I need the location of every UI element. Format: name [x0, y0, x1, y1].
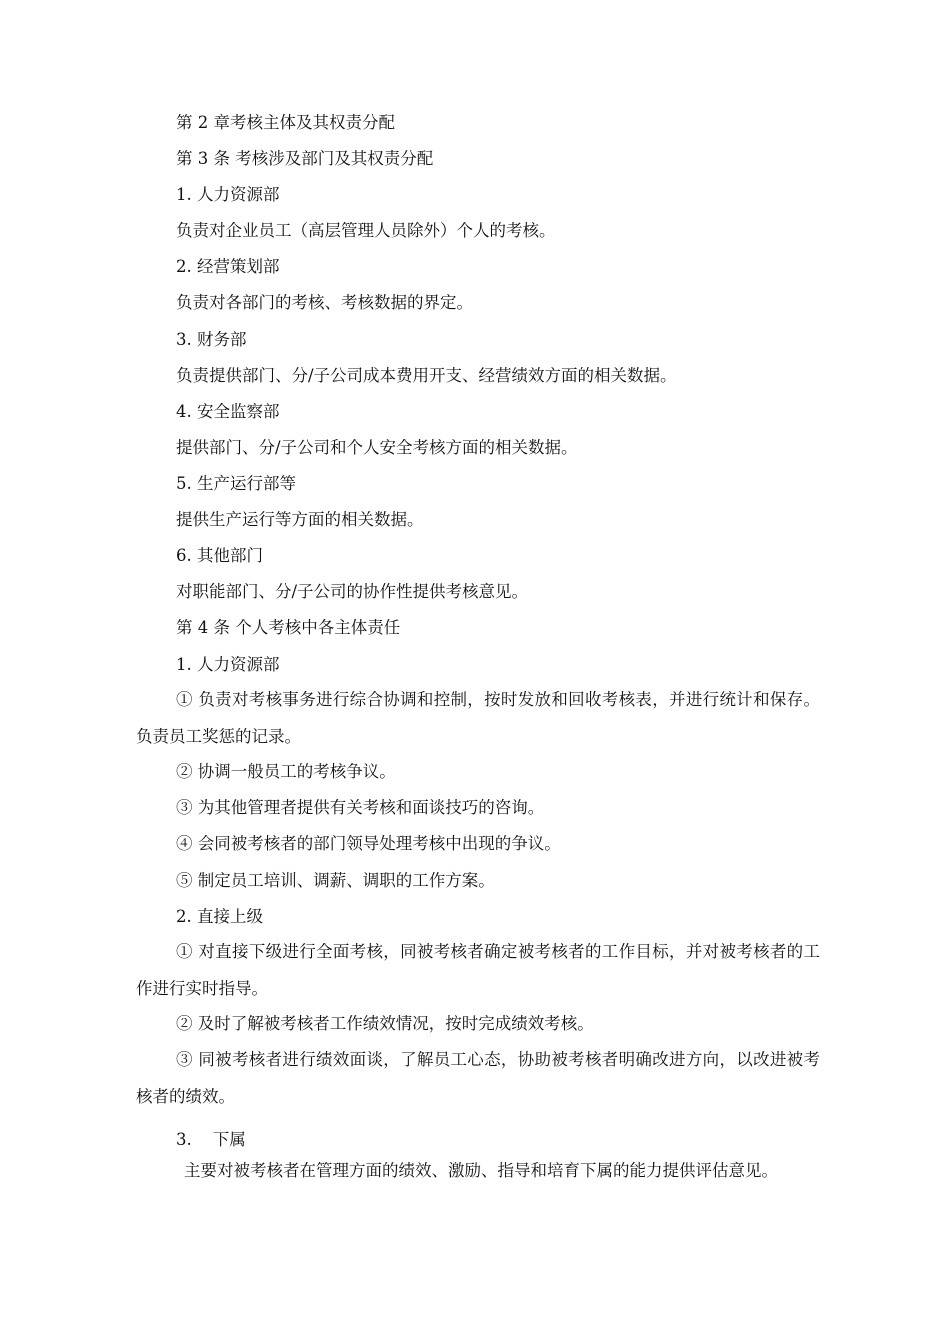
paragraph: ⑤ 制定员工培训、调薪、调职的工作方案。: [176, 871, 495, 890]
article-heading: 第 3 条 考核涉及部门及其权责分配: [176, 149, 434, 168]
paragraph: 对职能部门、分/子公司的协作性提供考核意见。: [176, 582, 529, 601]
paragraph: 提供部门、分/子公司和个人安全考核方面的相关数据。: [176, 438, 578, 457]
paragraph: 负责提供部门、分/子公司成本费用开支、经营绩效方面的相关数据。: [176, 366, 677, 385]
paragraph: 负责对企业员工（高层管理人员除外）个人的考核。: [176, 221, 556, 240]
list-item-heading: 4. 安全监察部: [176, 402, 280, 421]
paragraph: ① 负责对考核事务进行综合协调和控制，按时发放和回收考核表，并进行统计和保存。负责员工奖惩的记录。: [136, 690, 820, 746]
article-heading: 第 4 条 个人考核中各主体责任: [176, 618, 401, 637]
list-item-heading: 5. 生产运行部等: [176, 474, 296, 493]
paragraph: ④ 会同被考核者的部门领导处理考核中出现的争议。: [176, 834, 561, 853]
chapter-heading: 第 2 章考核主体及其权责分配: [176, 113, 395, 132]
paragraph: 负责对各部门的考核、考核数据的界定。: [176, 293, 473, 312]
paragraph: 提供生产运行等方面的相关数据。: [176, 510, 424, 529]
list-item-heading: 6. 其他部门: [176, 546, 263, 565]
paragraph: ① 对直接下级进行全面考核，同被考核者确定被考核者的工作目标，并对被考核者的工作进行实时指导。: [136, 942, 820, 998]
paragraph: 主要对被考核者在管理方面的绩效、激励、指导和培育下属的能力提供评估意见。: [184, 1161, 778, 1180]
paragraph: ② 及时了解被考核者工作绩效情况，按时完成绩效考核。: [176, 1014, 594, 1033]
list-item-heading: 1. 人力资源部: [176, 655, 280, 674]
list-item-heading: 3. 下属: [176, 1130, 246, 1149]
list-item-heading: 2. 经营策划部: [176, 257, 280, 276]
list-item-heading: 2. 直接上级: [176, 907, 263, 926]
paragraph: ② 协调一般员工的考核争议。: [176, 762, 396, 781]
list-item-heading: 3. 财务部: [176, 330, 247, 349]
paragraph: ③ 为其他管理者提供有关考核和面谈技巧的咨询。: [176, 798, 545, 817]
paragraph: ③ 同被考核者进行绩效面谈，了解员工心态，协助被考核者明确改进方向，以改进被考核者的绩效。: [136, 1050, 820, 1106]
list-item-heading: 1. 人力资源部: [176, 185, 280, 204]
